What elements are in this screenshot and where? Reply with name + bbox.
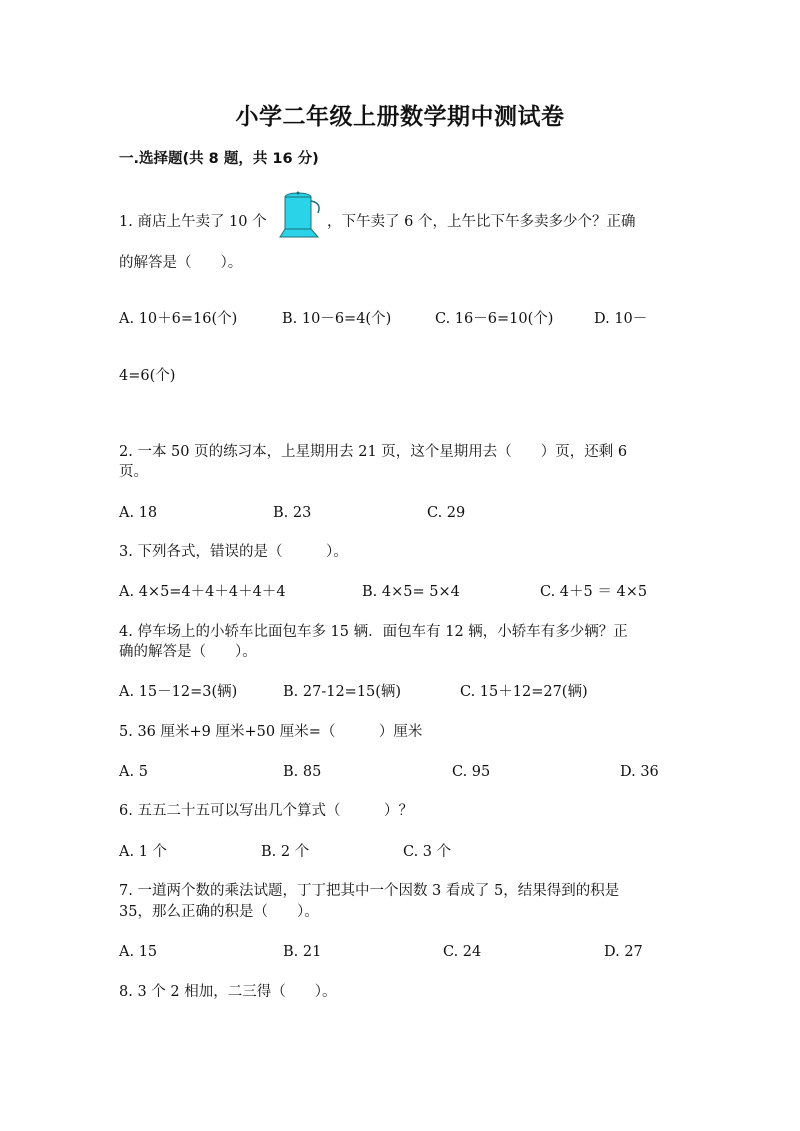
question-4-option-c[interactable]: C. 15＋12=27(辆) (460, 684, 588, 700)
question-1-option-d-cont[interactable]: 4=6(个) (119, 368, 176, 384)
question-2-option-c[interactable]: C. 29 (427, 505, 466, 521)
question-5-option-c[interactable]: C. 95 (452, 764, 491, 780)
question-6-option-a[interactable]: A. 1 个 (119, 844, 168, 860)
section-heading: 一.选择题(共 8 题，共 16 分) (119, 151, 319, 167)
question-2-text-a: 2. 一本 50 页的练习本，上星期用去 21 页，这个星期用去（ ）页，还剩 6 (119, 444, 628, 460)
bucket-icon (278, 189, 324, 243)
question-7-option-a[interactable]: A. 15 (119, 944, 158, 960)
question-5-option-b[interactable]: B. 85 (283, 764, 322, 780)
question-1-option-b[interactable]: B. 10－6=4(个) (282, 311, 392, 327)
question-8-text-a: 8. 3 个 2 相加，二三得（ ）。 (119, 984, 337, 1000)
question-5-text-a: 5. 36 厘米+9 厘米+50 厘米=（ ）厘米 (119, 724, 423, 740)
question-1-text-b: ，下午卖了 6 个，上午比下午多卖多少个？正确 (327, 214, 636, 230)
question-3-option-c[interactable]: C. 4＋5 ＝ 4×5 (540, 584, 648, 600)
question-5-option-d[interactable]: D. 36 (620, 764, 659, 780)
question-3-option-b[interactable]: B. 4×5= 5×4 (362, 584, 460, 600)
question-6-option-b[interactable]: B. 2 个 (261, 844, 310, 860)
question-7-text-a: 7. 一道两个数的乘法试题，丁丁把其中一个因数 3 看成了 5，结果得到的积是 (119, 883, 620, 899)
question-3-option-a[interactable]: A. 4×5=4＋4＋4＋4＋4 (119, 584, 286, 600)
question-2-option-a[interactable]: A. 18 (119, 505, 158, 521)
question-1-option-a[interactable]: A. 10＋6=16(个) (119, 311, 238, 327)
question-2-text-b: 页。 (119, 464, 148, 480)
question-4-option-a[interactable]: A. 15－12=3(辆) (119, 684, 238, 700)
question-7-option-c[interactable]: C. 24 (443, 944, 482, 960)
question-1-option-c[interactable]: C. 16－6=10(个) (435, 311, 554, 327)
question-1-text-c: 的解答是（ ）。 (119, 255, 243, 271)
question-2-option-b[interactable]: B. 23 (273, 505, 312, 521)
question-6-option-c[interactable]: C. 3 个 (403, 844, 452, 860)
question-5-option-a[interactable]: A. 5 (119, 764, 148, 780)
question-7-text-b: 35，那么正确的积是（ ）。 (119, 904, 319, 920)
question-4-option-b[interactable]: B. 27-12=15(辆) (283, 684, 402, 700)
question-1-option-d[interactable]: D. 10－ (594, 311, 648, 327)
question-4-text-a: 4. 停车场上的小轿车比面包车多 15 辆．面包车有 12 辆，小轿车有多少辆？正 (119, 624, 628, 640)
question-4-text-b: 确的解答是（ ）。 (119, 644, 257, 660)
question-7-option-b[interactable]: B. 21 (283, 944, 322, 960)
page-title: 小学二年级上册数学期中测试卷 (235, 104, 565, 130)
question-1-text-a: 1. 商店上午卖了 10 个 (119, 214, 267, 230)
question-7-option-d[interactable]: D. 27 (604, 944, 643, 960)
question-3-text-a: 3. 下列各式，错误的是（ ）。 (119, 544, 348, 560)
question-6-text-a: 6. 五五二十五可以写出几个算式（ ）？ (119, 803, 413, 819)
